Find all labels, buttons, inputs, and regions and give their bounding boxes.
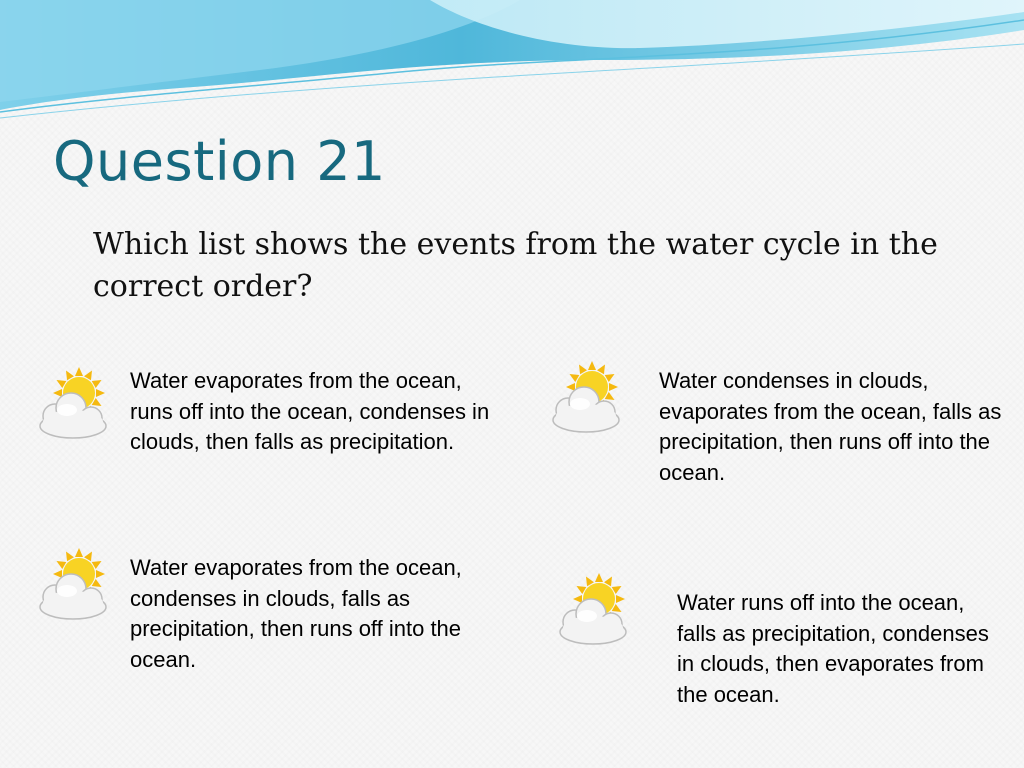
- question-text: Which list shows the events from the water cycle in the correct order?: [93, 227, 938, 304]
- slide-title: Question 21: [53, 130, 386, 193]
- partly-sunny-icon: [546, 360, 626, 438]
- answer-option-4[interactable]: Water runs off into the ocean, falls as precipitation, condenses in clouds, then evaporates from the ocean.: [677, 590, 989, 707]
- partly-sunny-icon: [33, 366, 113, 444]
- wave-header-decoration: [0, 0, 1024, 120]
- answer-option-3[interactable]: Water evaporates from the ocean, condenses in clouds, falls as precipitation, then runs off into the ocean.: [130, 555, 462, 672]
- partly-sunny-icon: [33, 547, 113, 625]
- answer-option-2[interactable]: Water condenses in clouds, evaporates from the ocean, falls as precipitation, then runs off into the ocean.: [659, 368, 1002, 485]
- answer-option-1[interactable]: Water evaporates from the ocean, runs off into the ocean, condenses in clouds, then falls as precipitation.: [130, 368, 490, 454]
- partly-sunny-icon: [553, 572, 633, 650]
